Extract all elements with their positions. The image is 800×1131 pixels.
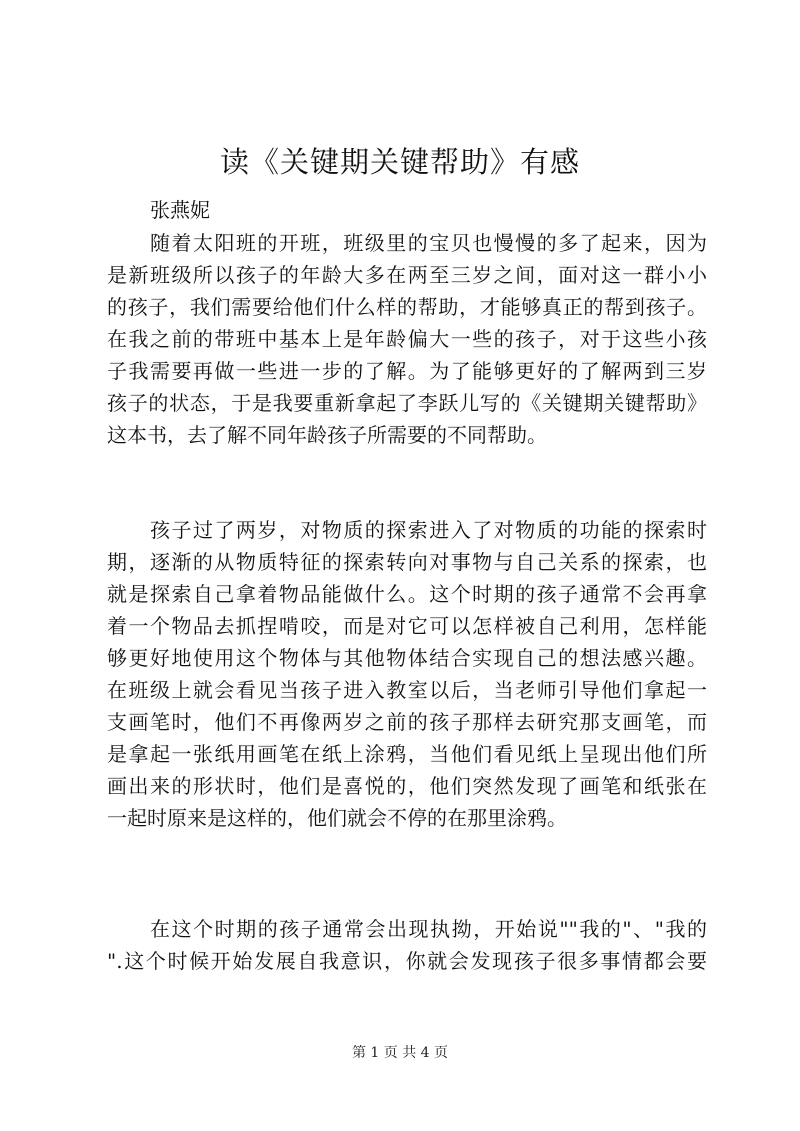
paragraph-3 (107, 913, 707, 977)
paragraph-2 (107, 514, 707, 834)
paragraph-line: 这本书，去了解不同年龄孩子所需要的不同帮助。 (107, 423, 547, 447)
paragraph-line: 支画笔时，他们不再像两岁之前的孩子那样去研究那支画笔，而 (107, 710, 707, 734)
paragraph-line: 随着太阳班的开班，班级里的宝贝也慢慢的多了起来，因为 (150, 231, 707, 255)
paragraph-line: 是拿起一张纸用画笔在纸上涂鸦，当他们看见纸上呈现出他们所 (107, 742, 707, 766)
paragraph-line: 期，逐渐的从物质特征的探索转向对事物与自己关系的探索，也 (107, 550, 707, 574)
paragraph-line: 子我需要再做一些进一步的了解。为了能够更好的了解两到三岁 (107, 359, 707, 383)
paragraph-line: 就是探索自己拿着物品能做什么。这个时期的孩子通常不会再拿 (107, 582, 707, 606)
paragraph-line: 的孩子，我们需要给他们什么样的帮助，才能够真正的帮到孩子。 (107, 295, 707, 319)
paragraph-line: 孩子的状态，于是我要重新拿起了李跃儿写的《关键期关键帮助》 (107, 391, 707, 415)
paragraph-line: 在这个时期的孩子通常会出现执拗，开始说""我的"、"我的 (150, 917, 707, 941)
paragraph-line: 孩子过了两岁，对物质的探索进入了对物质的功能的探索时 (150, 518, 707, 542)
paragraph-line: 够更好地使用这个物体与其他物体结合实现自己的想法感兴趣。 (107, 646, 707, 670)
paragraph-line: ".这个时候开始发展自我意识，你就会发现孩子很多事情都会要 (107, 949, 707, 973)
paragraph-line: 画出来的形状时，他们是喜悦的，他们突然发现了画笔和纸张在 (107, 774, 707, 798)
paragraph-1 (107, 227, 707, 451)
paragraph-line: 在我之前的带班中基本上是年龄偏大一些的孩子，对于这些小孩 (107, 327, 707, 351)
page-footer: 第 1 页 共 4 页 (351, 1045, 449, 1061)
paragraph-line: 在班级上就会看见当孩子进入教室以后，当老师引导他们拿起一 (107, 678, 707, 702)
paragraph-line: 是新班级所以孩子的年龄大多在两至三岁之间，面对这一群小小 (107, 263, 707, 287)
paragraph-line: 着一个物品去抓捏啃咬，而是对它可以怎样被自己利用，怎样能 (107, 614, 707, 638)
paragraph-line: 一起时原来是这样的，他们就会不停的在那里涂鸦。 (107, 806, 567, 830)
document-title: 读《关键期关键帮助》有感 (219, 145, 580, 179)
author-name: 张燕妮 (150, 198, 210, 222)
